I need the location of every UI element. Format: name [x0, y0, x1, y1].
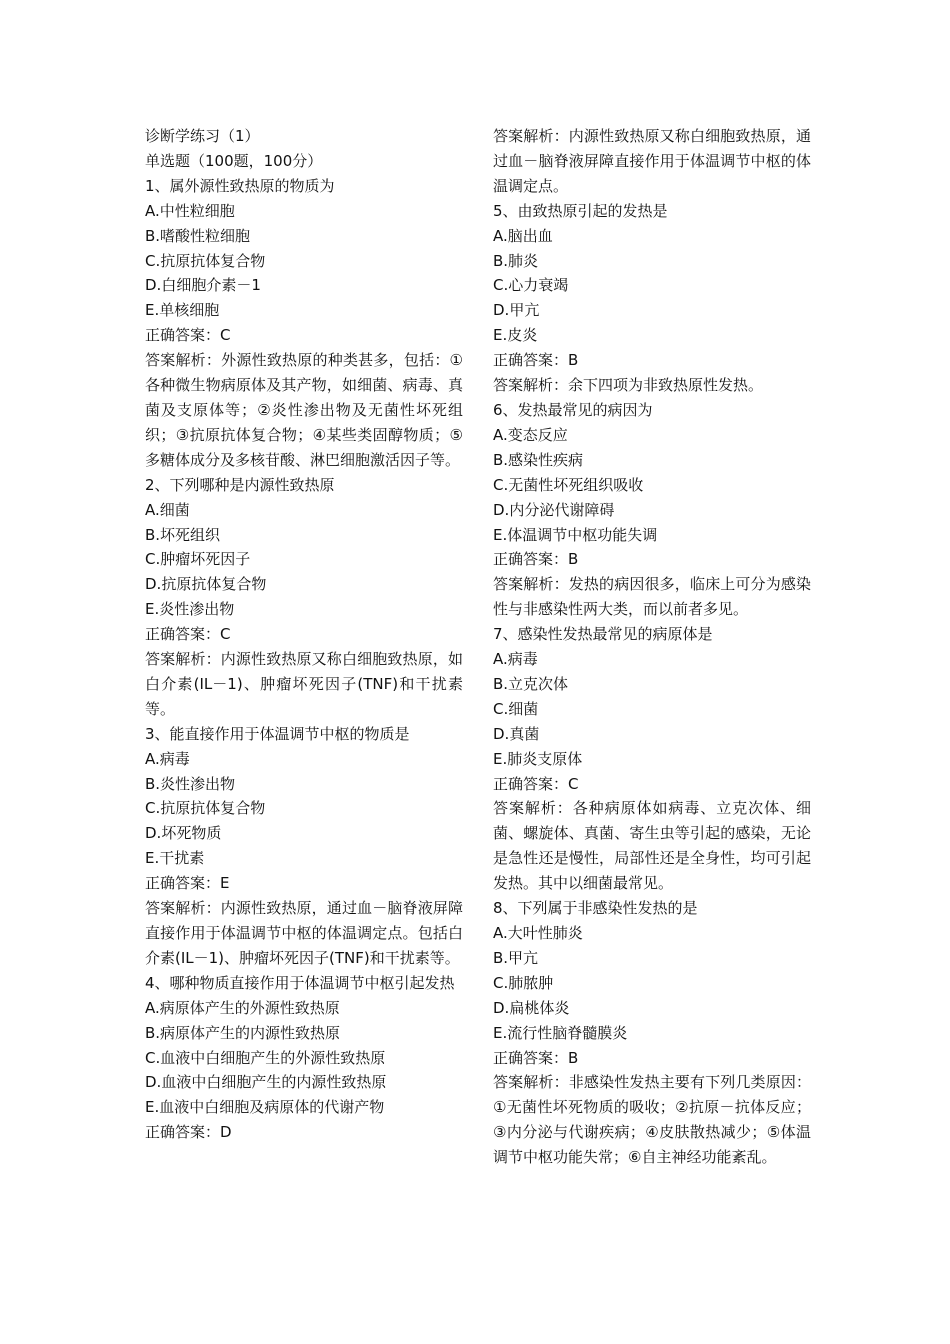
option-b: B.立克次体 [493, 674, 569, 693]
option-c: C.无菌性坏死组织吸收 [493, 475, 644, 494]
option-e: E.血液中白细胞及病原体的代谢产物 [145, 1098, 385, 1117]
option-a: A.病毒 [145, 749, 190, 768]
question-1 [145, 174, 463, 473]
option-e: E.肺炎支原体 [493, 749, 583, 768]
option-b: B.甲亢 [493, 948, 539, 967]
left-column [145, 124, 463, 1145]
answer-analysis: 答案解析：外源性致热原的种类甚多，包括：①各种微生物病原体及其产物，如细菌、病毒、真菌及支原体等；②炎性渗出物及无菌性坏死组织；③抗原抗体复合物；④某些类固醇物质；⑤多糖体成分及多核苷酸、淋巴细胞激活因子等。 [145, 351, 463, 469]
option-a: A.大叶性肺炎 [493, 924, 583, 942]
option-d: D.抗原抗体复合物 [145, 575, 267, 594]
question-6 [493, 398, 811, 622]
question-stem: 8、下列属于非感染性发热的是 [493, 899, 698, 918]
correct-answer: 正确答案：B [493, 1048, 579, 1067]
option-a: A.变态反应 [493, 425, 568, 444]
question-3 [145, 722, 463, 971]
question-stem: 3、能直接作用于体温调节中枢的物质是 [145, 724, 410, 743]
answer-analysis: 答案解析：内源性致热原又称白细胞致热原，如白介素(IL－1)、肿瘤坏死因子(TNF)和干扰素等。 [145, 650, 463, 718]
option-d: D.坏死物质 [145, 824, 222, 843]
question-stem: 6、发热最常见的病因为 [493, 400, 653, 419]
option-a: A.病毒 [493, 650, 538, 669]
option-b: B.感染性疾病 [493, 450, 584, 469]
option-d: D.真菌 [493, 724, 540, 743]
question-stem: 4、哪种物质直接作用于体温调节中枢引起发热 [145, 973, 455, 992]
option-d: D.白细胞介素－1 [145, 276, 261, 295]
option-a: A.中性粒细胞 [145, 201, 235, 220]
answer-analysis: 答案解析：非感染性发热主要有下列几类原因：①无菌性坏死物质的吸收；②抗原－抗体反应；③内分泌与代谢疾病；④皮肤散热减少；⑤体温调节中枢功能失常；⑥自主神经功能紊乱。 [493, 1073, 811, 1167]
option-d: D.内分泌代谢障碍 [493, 500, 615, 519]
option-b: B.炎性渗出物 [145, 774, 236, 793]
question-stem: 2、下列哪种是内源性致热原 [145, 475, 335, 494]
option-c: C.抗原抗体复合物 [145, 799, 266, 818]
correct-answer: 正确答案：B [493, 351, 579, 370]
correct-answer: 正确答案：C [145, 625, 231, 644]
answer-analysis: 答案解析：内源性致热原，通过血－脑脊液屏障直接作用于体温调节中枢的体温调定点。包括白介素(IL－1)、肿瘤坏死因子(TNF)和干扰素等。 [145, 899, 463, 967]
question-2 [145, 473, 463, 722]
option-b: B.肺炎 [493, 251, 539, 270]
option-c: C.心力衰竭 [493, 276, 569, 295]
document-title: 诊断学练习（1） [145, 127, 260, 145]
section-heading: 单选题（100题，100分） [145, 151, 323, 170]
question-stem: 5、由致热原引起的发热是 [493, 201, 668, 220]
option-e: E.体温调节中枢功能失调 [493, 525, 658, 544]
option-e: E.炎性渗出物 [145, 600, 235, 619]
question-5 [493, 199, 811, 398]
option-d: D.血液中白细胞产生的内源性致热原 [145, 1073, 387, 1092]
option-c: C.抗原抗体复合物 [145, 251, 266, 270]
option-b: B.病原体产生的内源性致热原 [145, 1023, 341, 1042]
question-stem: 7、感染性发热最常见的病原体是 [493, 625, 713, 644]
correct-answer: 正确答案：C [493, 774, 579, 793]
correct-answer: 正确答案：B [493, 550, 579, 569]
answer-analysis: 答案解析：各种病原体如病毒、立克次体、细菌、螺旋体、真菌、寄生虫等引起的感染，无论是急性还是慢性，局部性还是全身性，均可引起发热。其中以细菌最常见。 [493, 799, 811, 893]
answer-analysis: 答案解析：内源性致热原又称白细胞致热原，通过血－脑脊液屏障直接作用于体温调节中枢的体温调定点。 [493, 127, 811, 195]
right-column [493, 124, 811, 1170]
option-c: C.肺脓肿 [493, 973, 554, 992]
option-a: A.病原体产生的外源性致热原 [145, 998, 340, 1017]
answer-analysis: 答案解析：发热的病因很多，临床上可分为感染性与非感染性两大类，而以前者多见。 [493, 575, 811, 619]
option-d: D.扁桃体炎 [493, 998, 570, 1017]
option-d: D.甲亢 [493, 301, 540, 320]
option-a: A.细菌 [145, 500, 190, 519]
question-stem: 1、属外源性致热原的物质为 [145, 176, 335, 195]
question-8 [493, 896, 811, 1170]
option-c: C.肿瘤坏死因子 [145, 550, 251, 569]
correct-answer: 正确答案：D [145, 1123, 232, 1142]
question-7 [493, 622, 811, 896]
answer-analysis: 答案解析：余下四项为非致热原性发热。 [493, 376, 764, 395]
correct-answer: 正确答案：C [145, 326, 231, 345]
option-b: B.嗜酸性粒细胞 [145, 226, 251, 245]
option-a: A.脑出血 [493, 226, 553, 245]
question-4 [145, 971, 463, 1145]
option-c: C.血液中白细胞产生的外源性致热原 [145, 1048, 386, 1067]
option-e: E.单核细胞 [145, 301, 220, 320]
option-b: B.坏死组织 [145, 525, 221, 544]
option-e: E.流行性脑脊髓膜炎 [493, 1023, 628, 1042]
option-e: E.干扰素 [145, 849, 205, 868]
option-c: C.细菌 [493, 699, 539, 718]
option-e: E.皮炎 [493, 326, 538, 345]
correct-answer: 正确答案：E [145, 874, 230, 893]
